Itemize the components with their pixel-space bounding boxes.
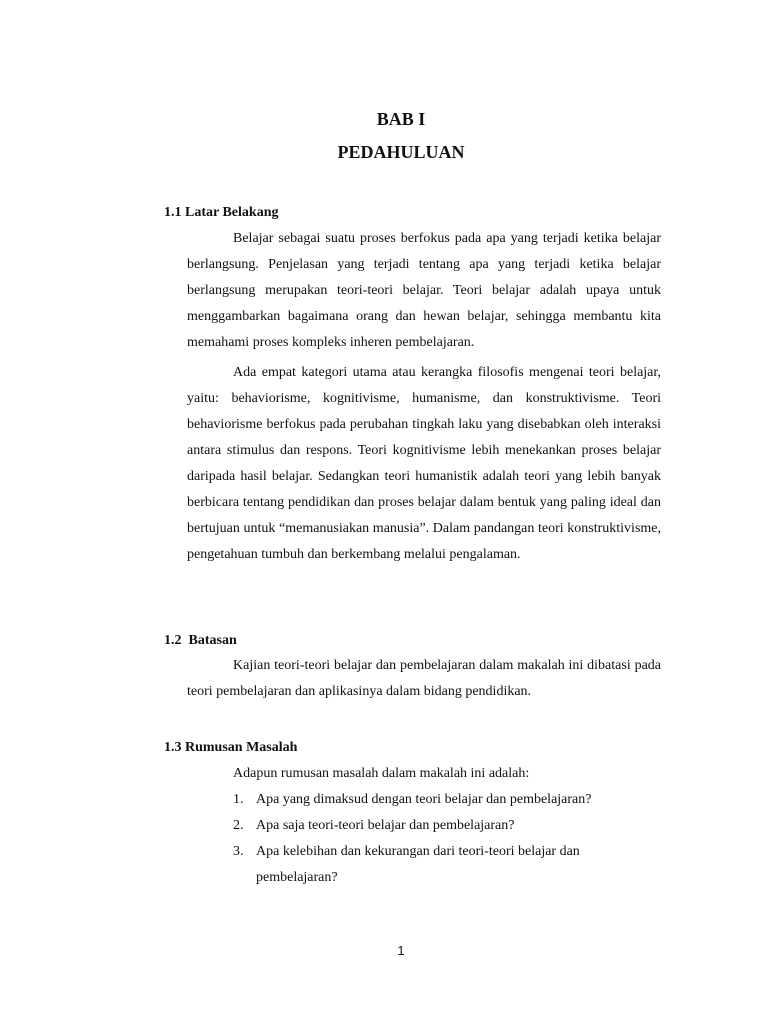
list-item-number: 2.	[233, 818, 244, 833]
list-item-text: Apa kelebihan dan kekurangan dari teori-teori belajar dan pembelajaran?	[256, 844, 580, 885]
chapter-number: BAB I	[376, 109, 426, 129]
chapter-title: PEDAHULUAN	[337, 142, 465, 162]
list-item	[233, 813, 653, 839]
section-heading-batasan: 1.2 Batasan	[164, 633, 237, 648]
paragraph-latar-belakang-2: Ada empat kategori utama atau kerangka filosofis mengenai teori belajar, yaitu: behaviorisme, kognitivisme, humanisme, dan konstruktivisme. Teori behaviorisme berfokus pada perubahan tingkah laku yang disebabkan oleh interaksi antara stimulus dan respons. Teori kognitivisme lebih menekankan proses belajar daripada hasil belajar. Sedangkan teori humanistik adalah teori yang lebih banyak berbicara tentang pendidikan dan proses belajar dalam bentuk yang paling ideal dan bertujuan untuk “memanusiakan manusia”. Dalam pandangan teori konstruktivisme, pengetahuan tumbuh dan berkembang melalui pengalaman.	[187, 365, 661, 562]
page-number: 1	[397, 943, 405, 958]
list-item-text: Apa saja teori-teori belajar dan pembelajaran?	[256, 818, 515, 833]
list-item	[233, 839, 653, 891]
list-item-number: 3.	[233, 844, 244, 859]
section-heading-latar-belakang: 1.1 Latar Belakang	[164, 205, 279, 220]
paragraph-batasan: Kajian teori-teori belajar dan pembelajaran dalam makalah ini dibatasi pada teori pembelajaran dan aplikasinya dalam bidang pendidikan.	[187, 658, 661, 699]
paragraph-latar-belakang-1: Belajar sebagai suatu proses berfokus pada apa yang terjadi ketika belajar berlangsung. Penjelasan yang terjadi tentang apa yang terjadi ketika belajar berlangsung merupakan teori-teori belajar. Teori belajar adalah upaya untuk menggambarkan bagaimana orang dan hewan belajar, sehingga membantu kita memahami proses kompleks inheren pembelajaran.	[187, 231, 661, 350]
list-item	[233, 787, 653, 813]
list-item-number: 1.	[233, 792, 244, 807]
rumusan-masalah-list	[233, 761, 653, 891]
list-intro: Adapun rumusan masalah dalam makalah ini adalah:	[233, 766, 530, 781]
list-item-text: Apa yang dimaksud dengan teori belajar dan pembelajaran?	[256, 792, 592, 807]
section-heading-rumusan-masalah: 1.3 Rumusan Masalah	[164, 740, 298, 755]
